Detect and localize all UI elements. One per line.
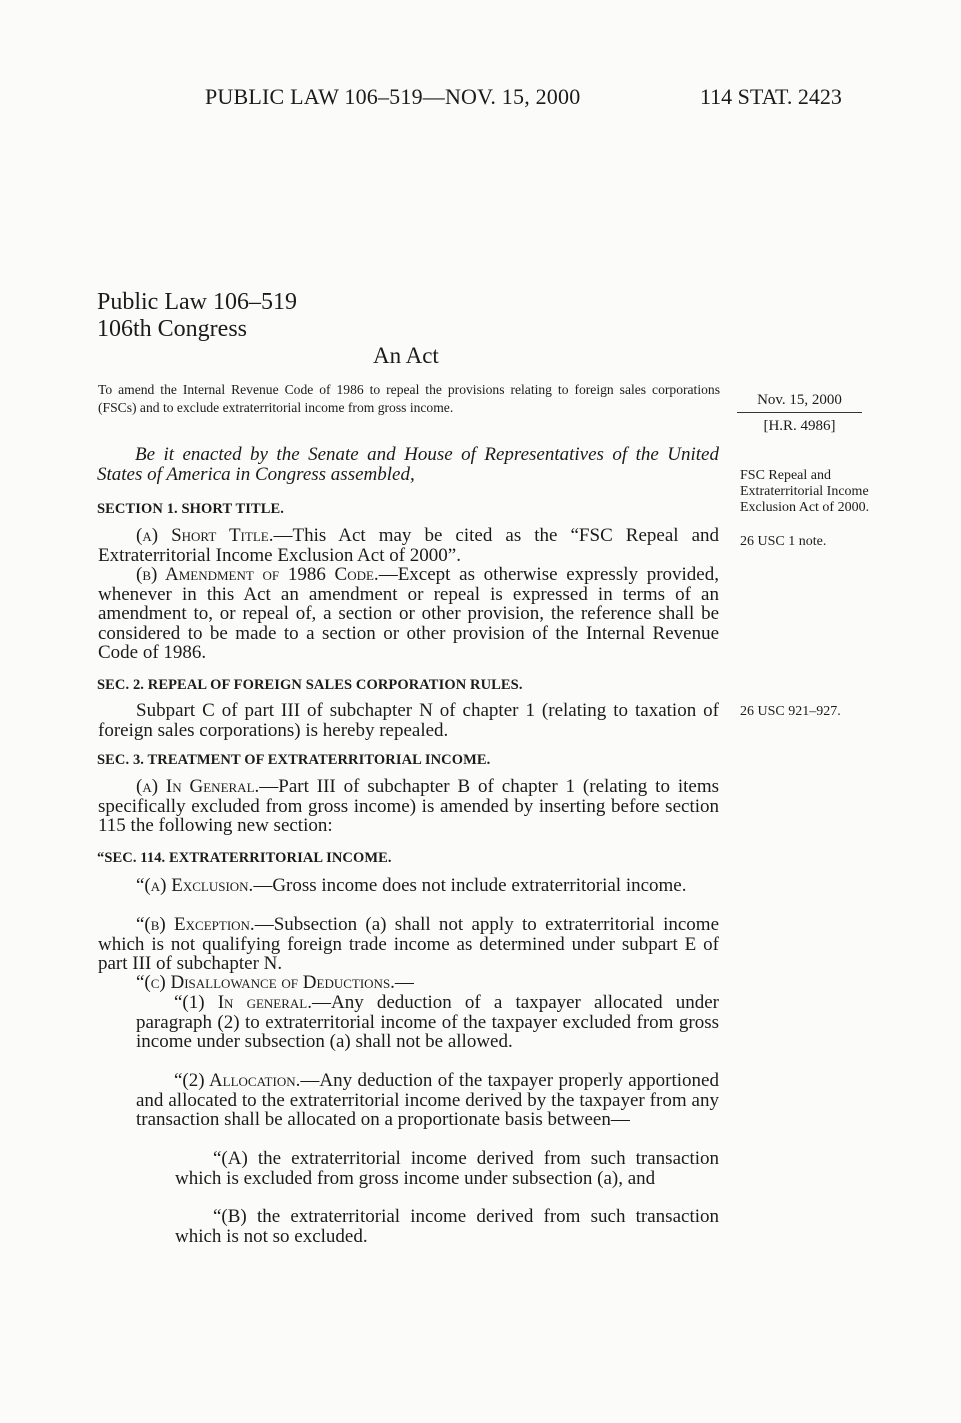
margin-note-short-title: FSC Repeal and Extraterritorial Income Exclusion Act of 2000. — [740, 468, 870, 515]
subsection-label: “(a) Exclusion. — [136, 875, 254, 896]
quoted-subsection-c — [98, 973, 719, 993]
margin-enactment-info — [737, 390, 862, 436]
act-purpose: To amend the Internal Revenue Code of 1986 to repeal the provisions relating to foreign sales corporations (FSCs) and to exclude extraterritorial income from gross income. — [98, 382, 720, 415]
act-heading: An Act — [373, 343, 439, 368]
section-2-text: Subpart C of part III of subchapter N of chapter 1 (relating to taxation of foreign sales corporations) is hereby repealed. — [98, 700, 719, 741]
subsection-text: —Subsection (a) shall not apply to extraterritorial income which is not qualifying foreign trade income as determined under subpart E of part III of subchapter N. — [98, 914, 720, 975]
subsection-text: — — [394, 972, 414, 993]
subsection-text: —Except as otherwise expressly provided, whenever in this Act an amendment or repeal is expressed in terms of an amendment to, or repeal of, a section or other provision, the reference shall be considered to be made to a section or other provision of the Internal Revenue Code of 1986. — [98, 564, 719, 664]
quoted-paragraph-c-2 — [136, 1071, 719, 1130]
subsection-label: (a) In General. — [136, 776, 260, 797]
running-head: PUBLIC LAW 106–519—NOV. 15, 2000 — [205, 84, 581, 109]
public-law-number: Public Law 106–519 — [97, 289, 297, 315]
section-2-heading: SEC. 2. REPEAL OF FOREIGN SALES CORPORATION RULES. — [97, 677, 523, 693]
paragraph-text: —Any deduction of the taxpayer properly apportioned and allocated to the extraterritorial income derived by the taxpayer from any transaction shall be allocated on a proportionate basis between— — [136, 1070, 719, 1131]
statutes-at-large-reference: 114 STAT. 2423 — [700, 84, 842, 109]
quoted-paragraph-c-1 — [136, 993, 719, 1052]
congress-number: 106th Congress — [97, 316, 247, 342]
section-3-subsection-a — [98, 777, 719, 836]
subsection-label: (a) Short Title. — [136, 525, 274, 546]
quoted-subparagraph-A: “(A) the extraterritorial income derived from such transaction which is excluded from gross income under subsection (a), and — [175, 1148, 719, 1189]
quoted-section-114-heading: “SEC. 114. EXTRATERRITORIAL INCOME. — [97, 850, 392, 866]
paragraph-text: —Any deduction of a taxpayer allocated under paragraph (2) to extraterritorial income of the taxpayer excluded from gross income under subsection (a) shall not be allowed. — [136, 992, 719, 1053]
margin-rule — [737, 412, 862, 413]
subsection-label: “(c) Disallowance of Deductions. — [136, 972, 395, 993]
paragraph-label: “(2) Allocation. — [174, 1070, 301, 1091]
enacting-clause: Be it enacted by the Senate and House of Representatives of the United States of America in Congress assembled, — [97, 444, 719, 485]
subsection-text: —This Act may be cited as the “FSC Repeal and Extraterritorial Income Exclusion Act of 2000”. — [98, 525, 719, 566]
subsection-label: (b) Amendment of 1986 Code. — [136, 564, 379, 585]
subsection-label: “(b) Exception. — [136, 914, 255, 935]
subsection-text: —Gross income does not include extraterritorial income. — [253, 875, 687, 896]
section-1-subsection-b — [98, 565, 719, 663]
paragraph-label: “(1) In general. — [174, 992, 312, 1013]
section-1-heading: SECTION 1. SHORT TITLE. — [97, 501, 285, 517]
section-1-subsection-a — [98, 526, 719, 565]
quoted-subsection-a — [98, 876, 719, 896]
quoted-subsection-b — [98, 915, 719, 974]
margin-note-usc: 26 USC 1 note. — [740, 534, 827, 549]
bill-number: [H.R. 4986] — [763, 418, 836, 434]
quoted-subparagraph-B: “(B) the extraterritorial income derived from such transaction which is not so excluded. — [175, 1206, 719, 1247]
enactment-date: Nov. 15, 2000 — [757, 392, 842, 408]
section-3-heading: SEC. 3. TREATMENT OF EXTRATERRITORIAL INCOME. — [97, 752, 491, 768]
subsection-text: —Part III of subchapter B of chapter 1 (relating to items specifically excluded from gross income) is amended by inserting before section 115 the following new section: — [98, 776, 719, 837]
margin-note-usc: 26 USC 921–927. — [740, 704, 841, 719]
